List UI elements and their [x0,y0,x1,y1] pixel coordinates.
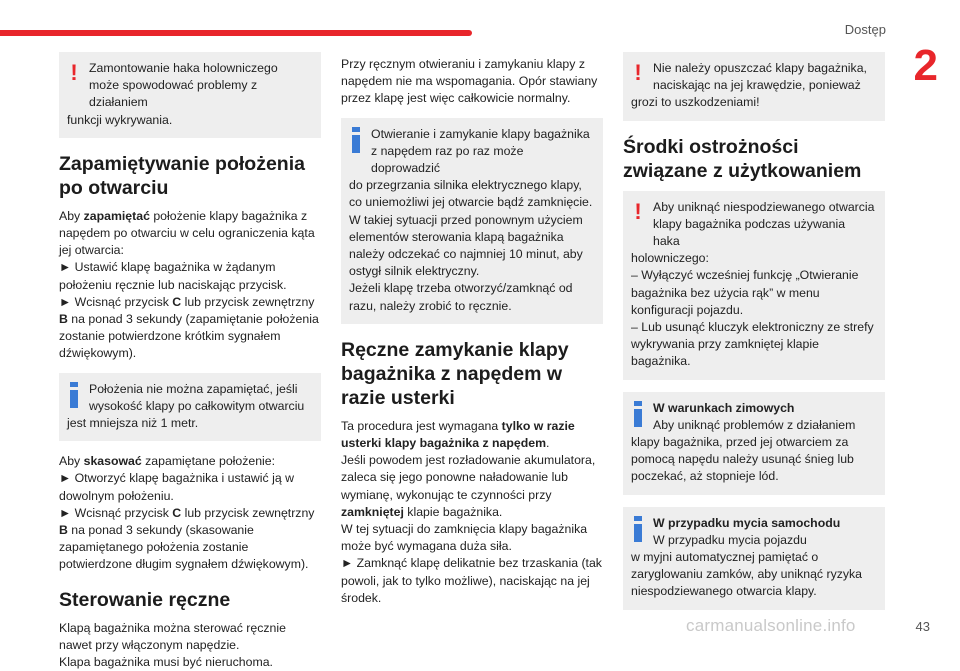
page-number: 43 [915,619,930,634]
warning-text-lead: Zamontowanie haka holowniczego może spowodować problemy z działaniem [89,61,278,110]
warning-box-tow [623,191,885,380]
info-text-lead: Otwieranie i zamykanie klapy bagażnika z napędem raz po raz może doprowadzić [371,126,590,176]
section-title: Dostęp [844,22,886,37]
info-text-lead: W przypadku mycia pojazdu [653,532,807,547]
warning-box-tow-hook [59,52,321,138]
memory-step-2: ► Wcisnąć przycisk C lub przycisk zewnętrzny B na ponad 3 sekundy (zapamiętanie położenia zostanie potwierdzone krótkim sygnałem dźwiękowym). [59,294,319,361]
info-box-washing [623,507,885,610]
heading-safety: Środki ostrożności związane z użytkowaniem [623,135,862,182]
info-icon [68,382,80,408]
info-icon [632,401,644,427]
column-2 [341,56,603,607]
warning-box-edges [623,52,885,121]
memory-step-1: ► Ustawić klapę bagażnika w żądanym położeniu ręcznie lub naciskając przycisk. [59,260,287,292]
info-icon [632,516,644,542]
warning-icon: ! [634,60,642,85]
info-text-lead: Położenia nie można zapamiętać, jeśli wysokość klapy po całkowitym otwarciu [89,381,305,413]
warning-icon: ! [70,60,78,85]
fault-requirement: Ta procedura jest wymagana tylko w razie usterki klapy bagażnika z napędem. [341,418,575,451]
info-text-rest-2: W takiej sytuacji przed ponownym użyciem elementów sterowania klapą bagażnika należy odczekać co najmniej 10 minut, aby ostygł silnik elektryczny. [349,212,583,279]
warning-text-rest: grozi to uszkodzeniami! [631,95,760,110]
fault-step: ► Zamknąć klapę delikatnie bez trzaskania (tak powoli, jak to tylko możliwe), naciskając na jej środek. [341,556,602,605]
warning-text-rest-2: – Wyłączyć wcześniej funkcję „Otwieranie bagażnika bez użycia rąk” w menu konfiguracji pojazdu. [631,268,859,317]
erase-intro: Aby skasować zapamiętane położenie: [59,454,276,469]
warning-text-rest-1: holowniczego: [631,251,709,266]
info-text-rest: klapy bagażnika, przed jej otwarciem za pomocą napędu należy usunąć śnieg lub poczekać, aż stopnieje lód. [631,435,854,484]
manual-line-2: Klapa bagażnika musi być nieruchoma. [59,655,273,670]
erase-step-2: ► Wcisnąć przycisk C lub przycisk zewnętrzny B na ponad 3 sekundy (skasowanie zapamiętanego położenia zostanie potwierdzone długim sygnałem dźwiękowym). [59,505,315,572]
info-box-winter [623,392,885,495]
heading-manual-control: Sterowanie ręczne [59,588,231,611]
warning-text-lead: Nie należy opuszczać klapy bagażnika, naciskając na jej krawędzie, ponieważ [653,61,867,93]
column-1 [59,52,321,671]
warning-text-rest-3: – Lub usunąć kluczyk elektroniczny ze strefy wykrywania przy zamkniętej klapie bagażnika. [631,320,874,369]
info-text-rest: w myjni automatycznej pamiętać o zaryglowaniu zamków, aby uniknąć ryzyka niespodziewanego otwarcia klapy. [631,550,863,599]
info-icon [350,127,362,153]
chapter-number: 2 [913,41,938,90]
info-box-overheat [341,118,603,324]
fault-force: W tej sytuacji do zamknięcia klapy bagażnika może być wymagana duża siła. [341,522,588,554]
column-3 [623,52,885,622]
warning-text-rest: funkcji wykrywania. [67,112,173,127]
fault-battery: Jeśli powodem jest rozładowanie akumulatora, zaleca się jego ponowne naładowanie lub wymianę, wykonując te czynności przy zamkniętej klapie bagażnika. [341,453,596,519]
erase-step-1: ► Otworzyć klapę bagażnika i ustawić ją w dowolnym położeniu. [59,471,294,503]
info-title: W przypadku mycia samochodu [653,515,841,530]
info-text-rest: jest mniejsza niż 1 metr. [67,416,199,431]
memory-intro: Aby zapamiętać położenie klapy bagażnika z napędem po otwarciu w celu ograniczenia kąta jej otwarcia: [59,208,315,258]
heading-fault-closing: Ręczne zamykanie klapy bagażnika z napędem w razie usterki [341,338,569,409]
info-title: W warunkach zimowych [653,400,795,415]
heading-memory-position: Zapamiętywanie położenia po otwarciu [59,152,305,199]
manual-line-1: Klapą bagażnika można sterować ręcznie nawet przy włączonym napędzie. [59,620,286,652]
watermark: carmanualsonline.info [686,616,856,635]
info-box-height [59,373,321,442]
info-text-rest-1: do przegrzania silnika elektrycznego klapy, co uniemożliwi jej otwarcie bądź zamknięcie. [349,178,593,210]
warning-icon: ! [634,198,642,224]
info-text-lead: Aby uniknąć problemów z działaniem [653,417,856,432]
manual-resistance-text: Przy ręcznym otwieraniu i zamykaniu klapy z napędem nie ma wspomagania. Opór stawiany przez klapę jest więc całkowicie normalny. [341,57,598,106]
warning-text-lead: Aby uniknąć niespodziewanego otwarcia klapy bagażnika podczas używania haka [653,199,875,249]
info-text-rest-3: Jeżeli klapę trzeba otworzyć/zamknąć od razu, należy zrobić to ręcznie. [349,281,573,313]
header-accent-bar [0,30,472,36]
